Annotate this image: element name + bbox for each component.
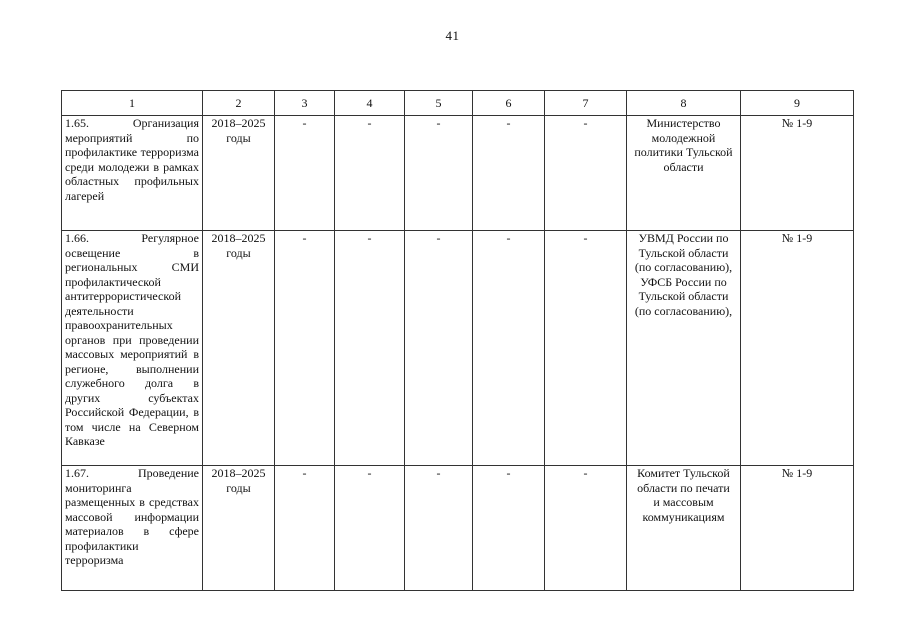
term-unit: годы <box>226 130 251 145</box>
column-header: 3 <box>275 91 335 116</box>
executor-line: УВМД России по <box>638 231 729 245</box>
cell-col4: - <box>335 231 405 466</box>
executor-line: области <box>663 159 704 174</box>
executor-line: молодежной <box>651 130 716 145</box>
column-header: 2 <box>203 91 275 116</box>
executor-line: (по согласованию), <box>634 260 733 274</box>
executor-line: Комитет Тульской <box>637 466 730 480</box>
cell-col3: - <box>275 466 335 591</box>
cell-col5: - <box>405 231 473 466</box>
measure-indicator: № 1-9 <box>741 231 854 466</box>
measure-executor <box>627 231 741 466</box>
measure-indicator: № 1-9 <box>741 466 854 591</box>
executor-line: и массовым <box>653 495 714 509</box>
executor-line: политики Тульской <box>634 145 733 159</box>
executor-line: Тульской области <box>638 289 729 303</box>
page-number: 41 <box>445 28 460 43</box>
table-row <box>62 231 854 466</box>
column-header: 4 <box>335 91 405 116</box>
cell-col3: - <box>275 116 335 231</box>
cell-col3: - <box>275 231 335 466</box>
cell-col4: - <box>335 116 405 231</box>
cell-col6: - <box>473 116 545 231</box>
measure-term <box>203 466 275 591</box>
measure-description-text: 1.67. Проведение мониторинга размещенных в средствах массовой информации материалов в сфере профилактики терроризма <box>65 466 199 567</box>
measure-description <box>62 466 203 591</box>
measure-indicator: № 1-9 <box>741 116 854 231</box>
executor-line: коммуникациям <box>642 509 725 524</box>
column-header: 9 <box>741 91 854 116</box>
measure-executor <box>627 466 741 591</box>
table-row <box>62 116 854 231</box>
column-header: 7 <box>545 91 627 116</box>
executor-line: Тульской области <box>638 245 729 260</box>
cell-col5: - <box>405 466 473 591</box>
executor-line: области по печати <box>637 480 730 495</box>
column-header: 1 <box>62 91 203 116</box>
measures-table <box>61 90 854 591</box>
cell-col7: - <box>545 231 627 466</box>
measure-description-text: 1.66. Регулярное освещение в региональных СМИ профилактической антитеррористической деятельности правоохранительных органов при проведении массовых мероприятий в регионе, выполнении служебного долга в других субъектах Российской Федерации, в том числе на Северном Кавказе <box>65 231 199 448</box>
column-header: 5 <box>405 91 473 116</box>
cell-col7: - <box>545 466 627 591</box>
measure-executor <box>627 116 741 231</box>
term-unit: годы <box>226 480 251 495</box>
measure-description <box>62 116 203 231</box>
measure-term <box>203 116 275 231</box>
executor-line: УФСБ России по <box>640 274 727 289</box>
measure-description <box>62 231 203 466</box>
term-unit: годы <box>226 245 251 260</box>
header-row <box>62 91 854 116</box>
term-year: 2018–2025 <box>211 466 266 480</box>
measure-term <box>203 231 275 466</box>
table-row <box>62 466 854 591</box>
executor-line: (по согласованию), <box>634 303 733 318</box>
cell-col4: - <box>335 466 405 591</box>
term-year: 2018–2025 <box>211 116 266 130</box>
term-year: 2018–2025 <box>211 231 266 245</box>
column-header: 6 <box>473 91 545 116</box>
cell-col5: - <box>405 116 473 231</box>
cell-col6: - <box>473 466 545 591</box>
cell-col7: - <box>545 116 627 231</box>
cell-col6: - <box>473 231 545 466</box>
column-header: 8 <box>627 91 741 116</box>
executor-line: Министерство <box>646 116 721 130</box>
measure-description-text: 1.65. Организация мероприятий по профилактике терроризма среди молодежи в рамках областных профильных лагерей <box>65 116 199 203</box>
